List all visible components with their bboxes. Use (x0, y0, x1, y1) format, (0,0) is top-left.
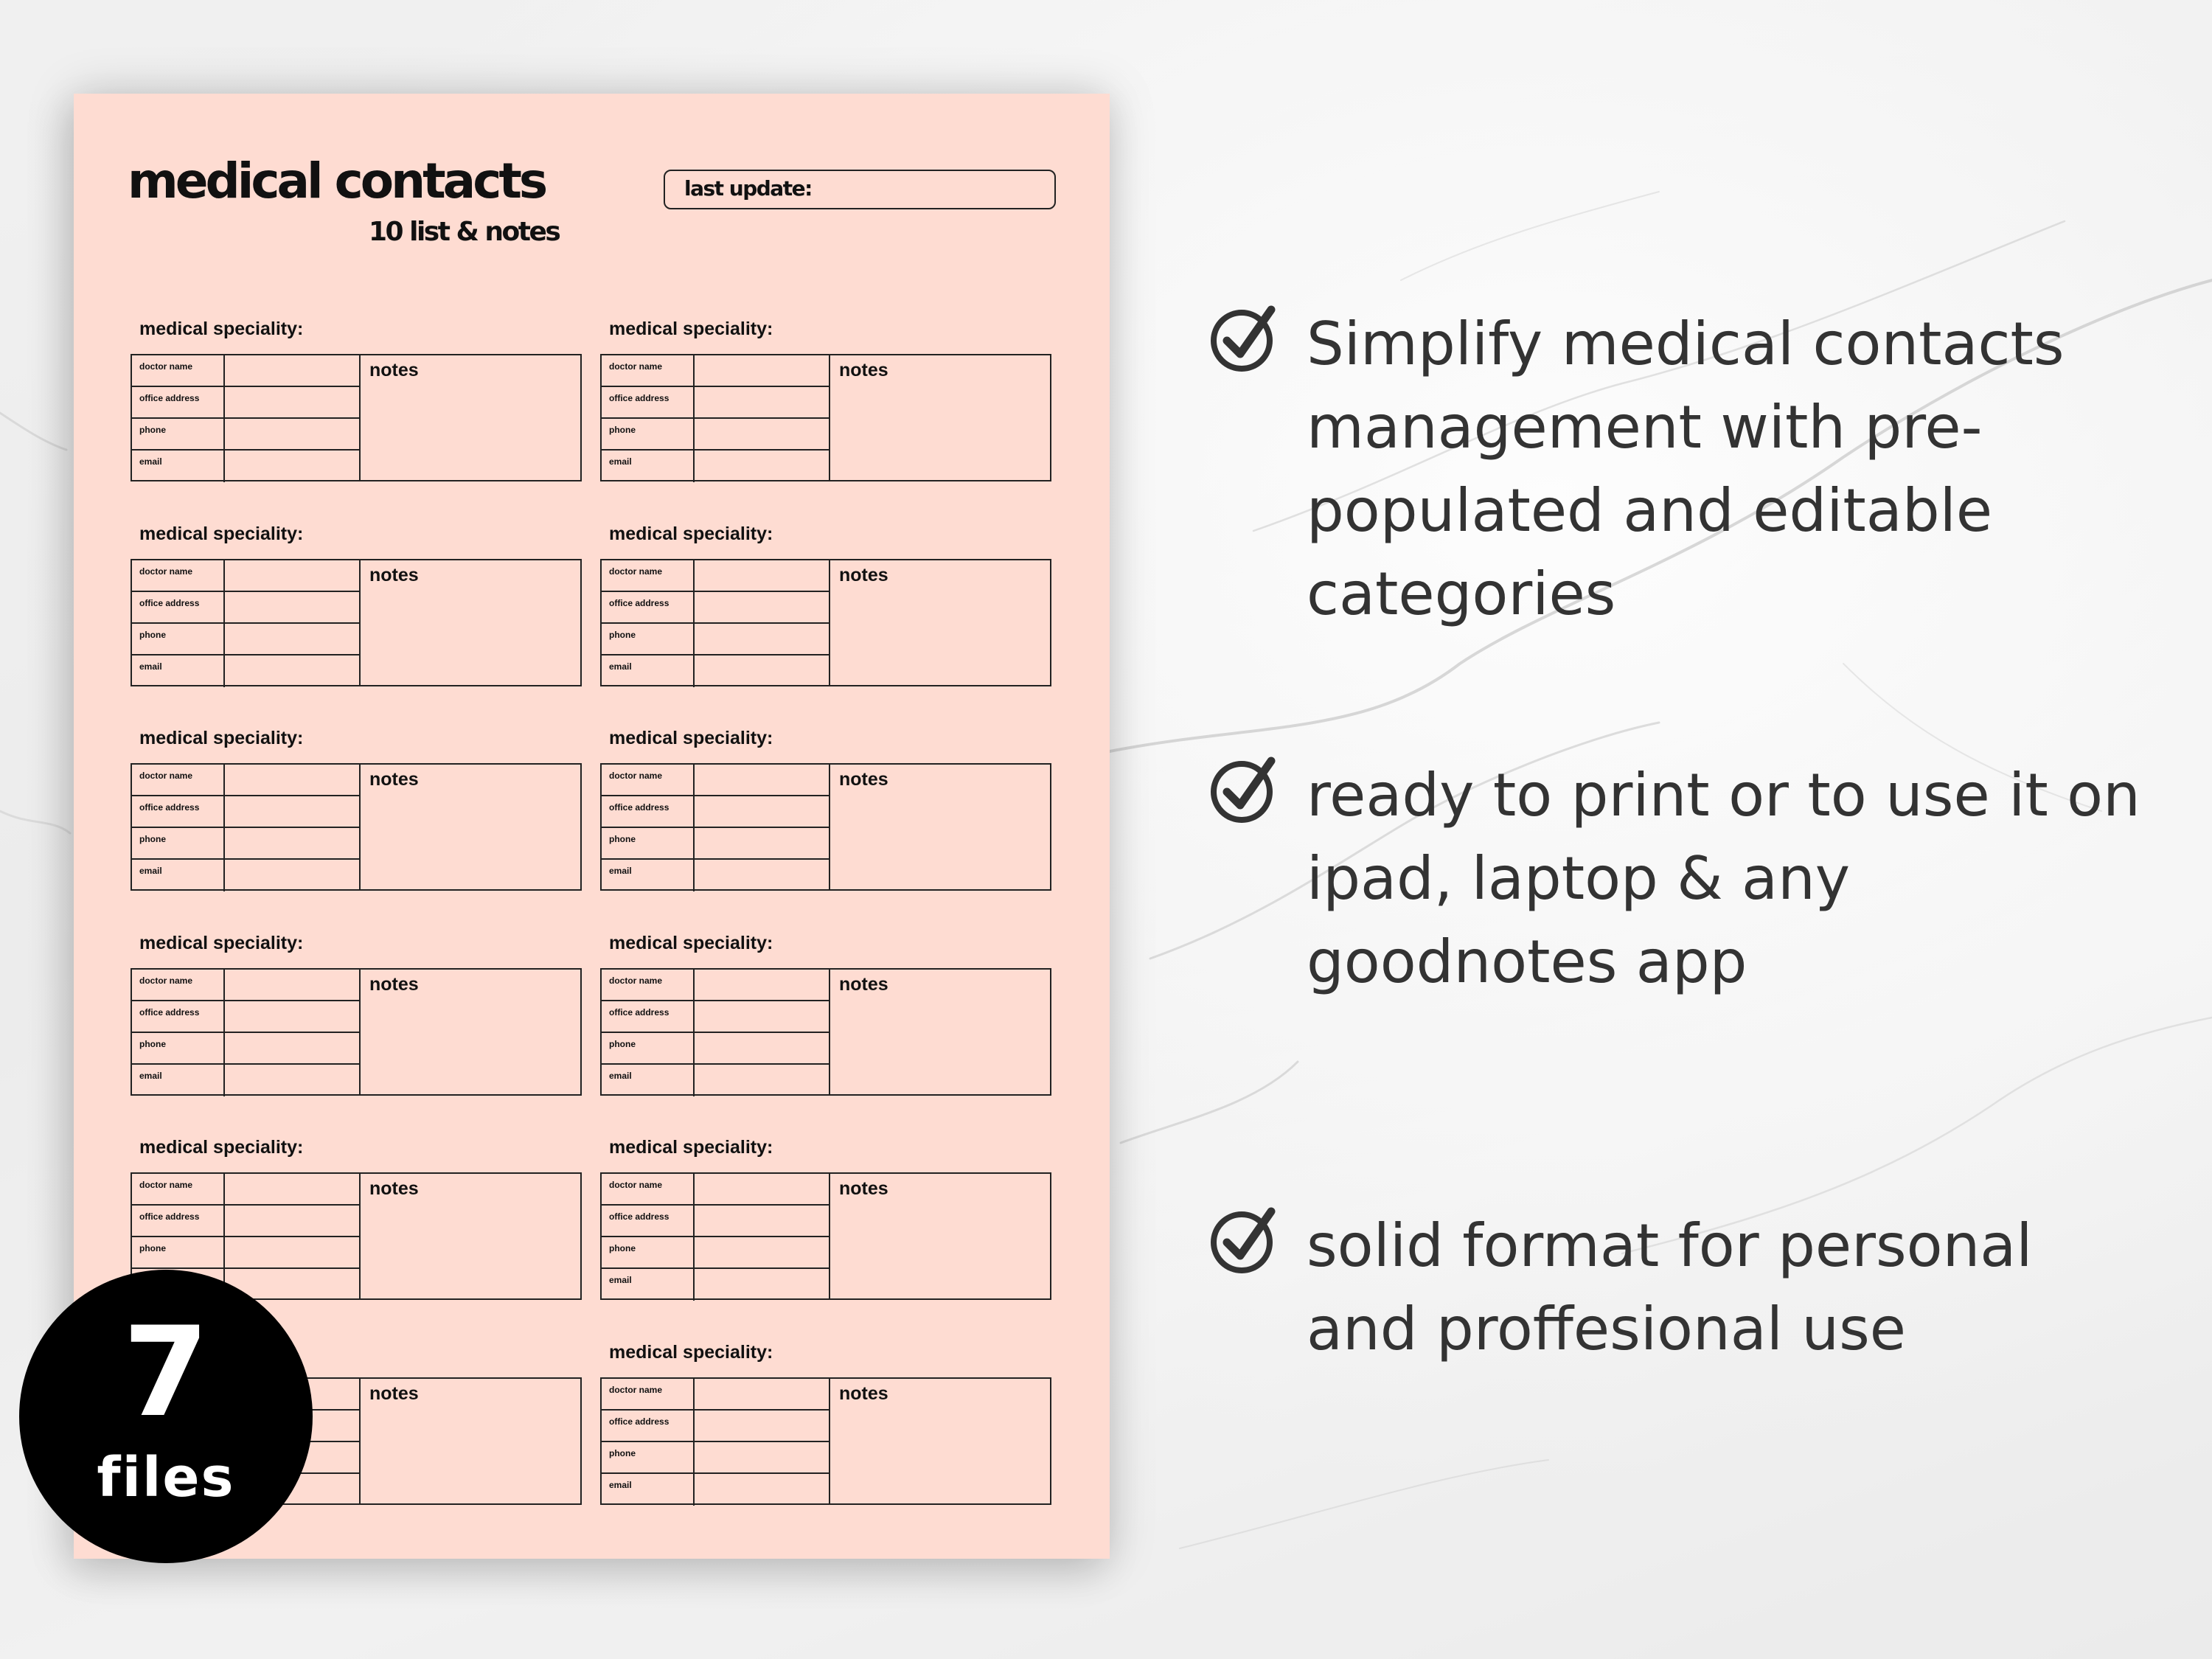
field-row-doctor-name (602, 765, 829, 796)
contact-entry (600, 1342, 1051, 1508)
field-row-phone (132, 1033, 359, 1065)
feature-text: Simplify medical contacts management with pre-populated and editable categories (1307, 310, 2065, 628)
contact-table (600, 354, 1051, 481)
field-row-doctor-name (602, 970, 829, 1001)
field-label: doctor name (609, 1180, 663, 1190)
email-input[interactable] (695, 655, 829, 687)
field-row-office-address (132, 1001, 359, 1033)
doctor-name-input[interactable] (225, 970, 359, 1000)
field-row-phone (602, 828, 829, 860)
office-address-input[interactable] (695, 796, 829, 827)
contact-fields (602, 1379, 830, 1503)
office-address-input[interactable] (225, 1001, 359, 1032)
phone-input[interactable] (225, 624, 359, 654)
office-address-input[interactable] (225, 387, 359, 417)
field-label: email (609, 1275, 632, 1285)
field-row-doctor-name (132, 355, 359, 387)
contact-table (600, 763, 1051, 891)
field-label: doctor name (609, 361, 663, 372)
field-label: phone (609, 630, 636, 640)
email-input[interactable] (225, 860, 359, 891)
doctor-name-input[interactable] (695, 355, 829, 386)
field-row-doctor-name (132, 1174, 359, 1206)
email-input[interactable] (225, 451, 359, 482)
field-label: office address (609, 1211, 669, 1222)
field-row-doctor-name (602, 1379, 829, 1411)
notes-label: notes (369, 360, 419, 380)
field-label: doctor name (609, 566, 663, 577)
field-row-doctor-name (132, 560, 359, 592)
contact-entry (600, 1137, 1051, 1303)
check-circle-icon (1209, 302, 1280, 373)
speciality-label: medical speciality: (139, 524, 304, 544)
doctor-name-input[interactable] (225, 355, 359, 386)
field-label: email (609, 866, 632, 876)
phone-input[interactable] (695, 419, 829, 449)
field-row-email (132, 860, 359, 891)
email-input[interactable] (695, 1065, 829, 1096)
office-address-input[interactable] (225, 592, 359, 622)
sheet-subtitle: 10 list & notes (369, 217, 560, 247)
field-label: phone (609, 1243, 636, 1253)
email-input[interactable] (695, 1474, 829, 1506)
office-address-input[interactable] (695, 387, 829, 417)
contact-entry (600, 524, 1051, 689)
contact-entry (600, 319, 1051, 484)
field-label: email (609, 1071, 632, 1081)
contact-table (600, 1377, 1051, 1505)
field-label: phone (139, 630, 166, 640)
field-label: doctor name (609, 771, 663, 781)
field-row-phone (132, 828, 359, 860)
phone-input[interactable] (695, 624, 829, 654)
field-row-doctor-name (602, 560, 829, 592)
phone-input[interactable] (695, 1237, 829, 1267)
feature-text: solid format for personal and proffesional use (1307, 1211, 2033, 1363)
field-row-office-address (132, 796, 359, 828)
field-label: office address (609, 598, 669, 608)
field-row-office-address (602, 387, 829, 419)
contact-fields (132, 560, 361, 685)
field-row-doctor-name (132, 970, 359, 1001)
contact-fields (602, 355, 830, 480)
field-row-office-address (132, 1206, 359, 1237)
field-label: email (609, 456, 632, 467)
field-row-office-address (602, 592, 829, 624)
files-count-badge (19, 1270, 313, 1563)
field-label: doctor name (139, 361, 193, 372)
field-label: office address (139, 1007, 200, 1018)
field-row-phone (602, 419, 829, 451)
field-row-email (132, 451, 359, 482)
office-address-input[interactable] (695, 1206, 829, 1236)
field-label: phone (139, 1039, 166, 1049)
field-label: doctor name (139, 1180, 193, 1190)
contact-fields (602, 765, 830, 889)
contact-entry (600, 728, 1051, 894)
doctor-name-input[interactable] (695, 970, 829, 1000)
notes-label: notes (369, 1383, 419, 1404)
speciality-label: medical speciality: (139, 1137, 304, 1158)
phone-input[interactable] (695, 1033, 829, 1063)
field-row-doctor-name (602, 355, 829, 387)
field-row-phone (602, 624, 829, 655)
field-row-office-address (602, 796, 829, 828)
contact-fields (602, 1174, 830, 1298)
field-label: doctor name (139, 566, 193, 577)
phone-input[interactable] (225, 419, 359, 449)
contact-table (600, 1172, 1051, 1300)
contact-table (600, 968, 1051, 1096)
check-circle-icon (1209, 754, 1280, 824)
field-label: office address (139, 802, 200, 813)
field-row-email (602, 1269, 829, 1301)
email-input[interactable] (695, 1269, 829, 1301)
contact-table (131, 763, 582, 891)
field-label: email (609, 1480, 632, 1490)
notes-label: notes (839, 1178, 888, 1199)
phone-input[interactable] (225, 1237, 359, 1267)
contact-fields (132, 765, 361, 889)
field-row-phone (132, 624, 359, 655)
field-row-office-address (602, 1411, 829, 1442)
field-label: doctor name (139, 771, 193, 781)
office-address-input[interactable] (225, 796, 359, 827)
files-count-label: files (97, 1446, 235, 1509)
field-row-office-address (602, 1206, 829, 1237)
field-row-email (602, 655, 829, 687)
field-row-office-address (132, 387, 359, 419)
email-input[interactable] (225, 655, 359, 687)
contact-entry (131, 524, 582, 689)
check-circle-icon (1209, 1204, 1280, 1275)
office-address-input[interactable] (695, 1001, 829, 1032)
phone-input[interactable] (695, 828, 829, 858)
email-input[interactable] (695, 860, 829, 891)
field-row-doctor-name (132, 765, 359, 796)
field-label: email (139, 661, 162, 672)
doctor-name-input[interactable] (695, 1174, 829, 1204)
field-row-email (602, 860, 829, 891)
notes-label: notes (369, 769, 419, 790)
field-row-email (602, 1065, 829, 1096)
field-label: doctor name (609, 1385, 663, 1395)
contact-table (131, 559, 582, 686)
field-label: doctor name (609, 975, 663, 986)
field-label: phone (609, 425, 636, 435)
notes-label: notes (839, 360, 888, 380)
speciality-label: medical speciality: (609, 933, 773, 953)
contact-entry (600, 933, 1051, 1099)
field-label: office address (139, 1211, 200, 1222)
notes-label: notes (369, 565, 419, 585)
field-label: email (609, 661, 632, 672)
doctor-name-input[interactable] (225, 560, 359, 591)
last-update-label: last update: (684, 176, 812, 201)
last-update-field[interactable] (664, 170, 1056, 209)
field-row-doctor-name (602, 1174, 829, 1206)
field-label: phone (609, 1039, 636, 1049)
field-label: phone (609, 1448, 636, 1458)
speciality-label: medical speciality: (609, 1137, 773, 1158)
field-row-phone (132, 419, 359, 451)
field-row-email (602, 1474, 829, 1506)
contact-fields (132, 970, 361, 1094)
contact-fields (602, 560, 830, 685)
field-row-office-address (132, 592, 359, 624)
field-label: email (139, 1071, 162, 1081)
notes-label: notes (839, 974, 888, 995)
email-input[interactable] (225, 1065, 359, 1096)
field-label: phone (139, 1243, 166, 1253)
field-row-email (602, 451, 829, 482)
field-label: phone (609, 834, 636, 844)
phone-input[interactable] (225, 1033, 359, 1063)
speciality-label: medical speciality: (139, 933, 304, 953)
notes-label: notes (839, 1383, 888, 1404)
doctor-name-input[interactable] (695, 560, 829, 591)
doctor-name-input[interactable] (695, 1379, 829, 1409)
speciality-label: medical speciality: (609, 319, 773, 339)
contact-fields (132, 355, 361, 480)
field-label: office address (609, 802, 669, 813)
field-row-office-address (602, 1001, 829, 1033)
field-label: office address (139, 393, 200, 403)
phone-input[interactable] (695, 1442, 829, 1472)
speciality-label: medical speciality: (139, 728, 304, 748)
sheet-title: medical contacts (128, 153, 546, 209)
field-label: office address (609, 1416, 669, 1427)
field-label: phone (139, 425, 166, 435)
field-row-phone (602, 1033, 829, 1065)
contact-entry (131, 728, 582, 894)
field-row-email (132, 1065, 359, 1096)
speciality-label: medical speciality: (609, 728, 773, 748)
doctor-name-input[interactable] (225, 765, 359, 795)
contact-table (131, 354, 582, 481)
speciality-label: medical speciality: (609, 524, 773, 544)
field-label: email (139, 456, 162, 467)
feature-text: ready to print or to use it on ipad, laptop & any goodnotes app (1307, 761, 2140, 996)
contact-table (131, 968, 582, 1096)
office-address-input[interactable] (695, 1411, 829, 1441)
phone-input[interactable] (225, 828, 359, 858)
field-label: phone (139, 834, 166, 844)
field-label: email (139, 866, 162, 876)
contact-table (600, 559, 1051, 686)
doctor-name-input[interactable] (695, 765, 829, 795)
field-row-phone (602, 1442, 829, 1474)
doctor-name-input[interactable] (225, 1174, 359, 1204)
field-row-phone (602, 1237, 829, 1269)
speciality-label: medical speciality: (139, 319, 304, 339)
contact-entry (131, 933, 582, 1099)
office-address-input[interactable] (225, 1206, 359, 1236)
notes-label: notes (839, 565, 888, 585)
contact-fields (602, 970, 830, 1094)
speciality-label: medical speciality: (609, 1342, 773, 1363)
notes-label: notes (369, 974, 419, 995)
files-count-number: 7 (122, 1300, 209, 1444)
office-address-input[interactable] (695, 592, 829, 622)
notes-label: notes (369, 1178, 419, 1199)
email-input[interactable] (695, 451, 829, 482)
field-label: office address (139, 598, 200, 608)
field-label: doctor name (139, 975, 193, 986)
notes-label: notes (839, 769, 888, 790)
field-label: office address (609, 393, 669, 403)
field-row-email (132, 655, 359, 687)
contact-entry (131, 319, 582, 484)
field-row-phone (132, 1237, 359, 1269)
field-label: office address (609, 1007, 669, 1018)
